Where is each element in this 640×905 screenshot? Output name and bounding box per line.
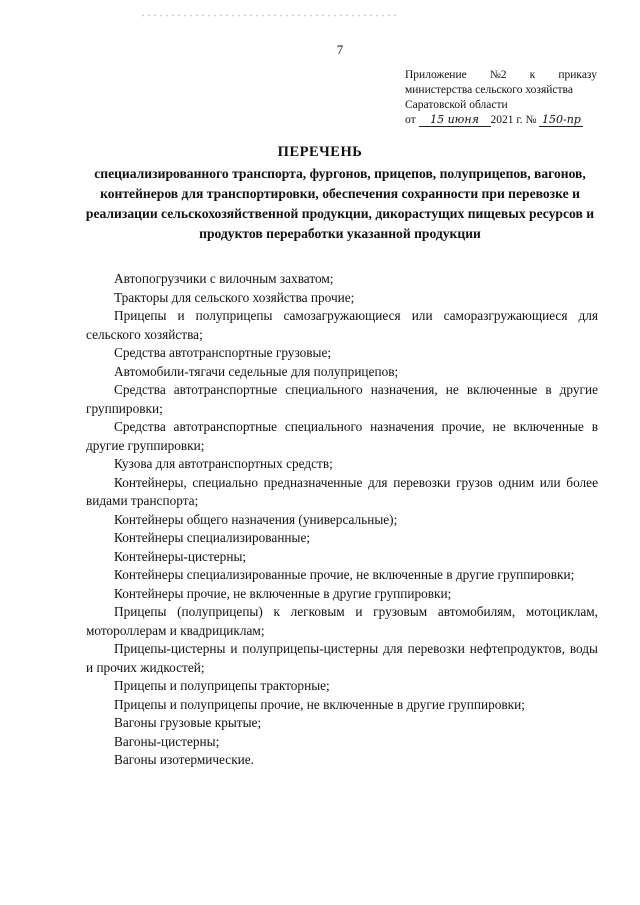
- list-item: Контейнеры прочие, не включенные в другие группировки;: [114, 585, 452, 601]
- appendix-word: к: [529, 69, 536, 81]
- list-item: Кузова для автотранспортных средств;: [114, 456, 333, 471]
- year-text: 2021 г. №: [490, 114, 537, 126]
- list-item: Контейнеры общего назначения (универсальные);: [114, 511, 398, 527]
- list-item: Прицепы и полуприцепы прочие, не включенные в другие группировки;: [114, 696, 525, 712]
- handwritten-date: 15 июня: [419, 113, 491, 127]
- appendix-word: Приложение: [405, 69, 467, 81]
- page-number: 7: [336, 42, 344, 57]
- list-item: Контейнеры специализированные прочие, не включенные в другие группировки;: [114, 567, 575, 582]
- list-item: Вагоны изотермические.: [114, 752, 254, 767]
- appendix-word: №2: [489, 69, 507, 81]
- appendix-line-1: [405, 68, 597, 83]
- list-item: Средства автотранспортные специального назначения, не включенные в другие группировки;: [86, 382, 598, 416]
- items-list: [86, 270, 598, 770]
- list-item: Прицепы и полуприцепы самозагружающиеся или саморазгружающиеся для сельского хозяйства;: [86, 308, 598, 342]
- appendix-date-line: [405, 113, 597, 128]
- list-item: Прицепы и полуприцепы тракторные;: [114, 678, 330, 693]
- appendix-line-2: министерства сельского хозяйства: [405, 84, 573, 96]
- list-item: Тракторы для сельского хозяйства прочие;: [114, 289, 355, 305]
- appendix-block: [405, 68, 597, 128]
- date-prefix: от: [405, 114, 416, 126]
- list-item: Контейнеры-цистерны;: [114, 548, 247, 564]
- list-item: Контейнеры, специально предназначенные для перевозки грузов одним или более видами транспорта;: [86, 474, 598, 508]
- list-item: Автопогрузчики с вилочным захватом;: [114, 271, 334, 286]
- appendix-word: приказу: [558, 69, 597, 81]
- document-subtitle: специализированного транспорта, фургонов, прицепов, полуприцепов, вагонов, контейнеров для транспортировки, обеспечения сохранности при перевозке и реализации сельскохозяйственной продукции, дикорастущих пищевых ресурсов и продуктов переработки указанной продукции: [85, 166, 595, 241]
- list-item: Автомобили-тягачи седельные для полуприцепов;: [114, 363, 399, 379]
- list-item: Вагоны-цистерны;: [114, 733, 220, 749]
- list-item: Средства автотранспортные грузовые;: [114, 345, 332, 360]
- list-item: Прицепы-цистерны и полуприцепы-цистерны для перевозки нефтепродуктов, воды и прочих жидкостей;: [86, 641, 598, 675]
- scan-header-noise: [140, 14, 400, 17]
- list-item: Контейнеры специализированные;: [114, 530, 311, 545]
- document-title: ПЕРЕЧЕНЬ: [277, 144, 363, 160]
- appendix-line-3: Саратовской области: [405, 99, 508, 111]
- list-item: Средства автотранспортные специального назначения прочие, не включенные в другие группировки;: [86, 419, 598, 453]
- list-item: Вагоны грузовые крытые;: [114, 715, 262, 730]
- list-item: Прицепы (полуприцепы) к легковым и грузовым автомобилям, мотоциклам, мотороллерам и квадрициклам;: [86, 604, 598, 638]
- handwritten-number: 150-пр: [539, 113, 583, 127]
